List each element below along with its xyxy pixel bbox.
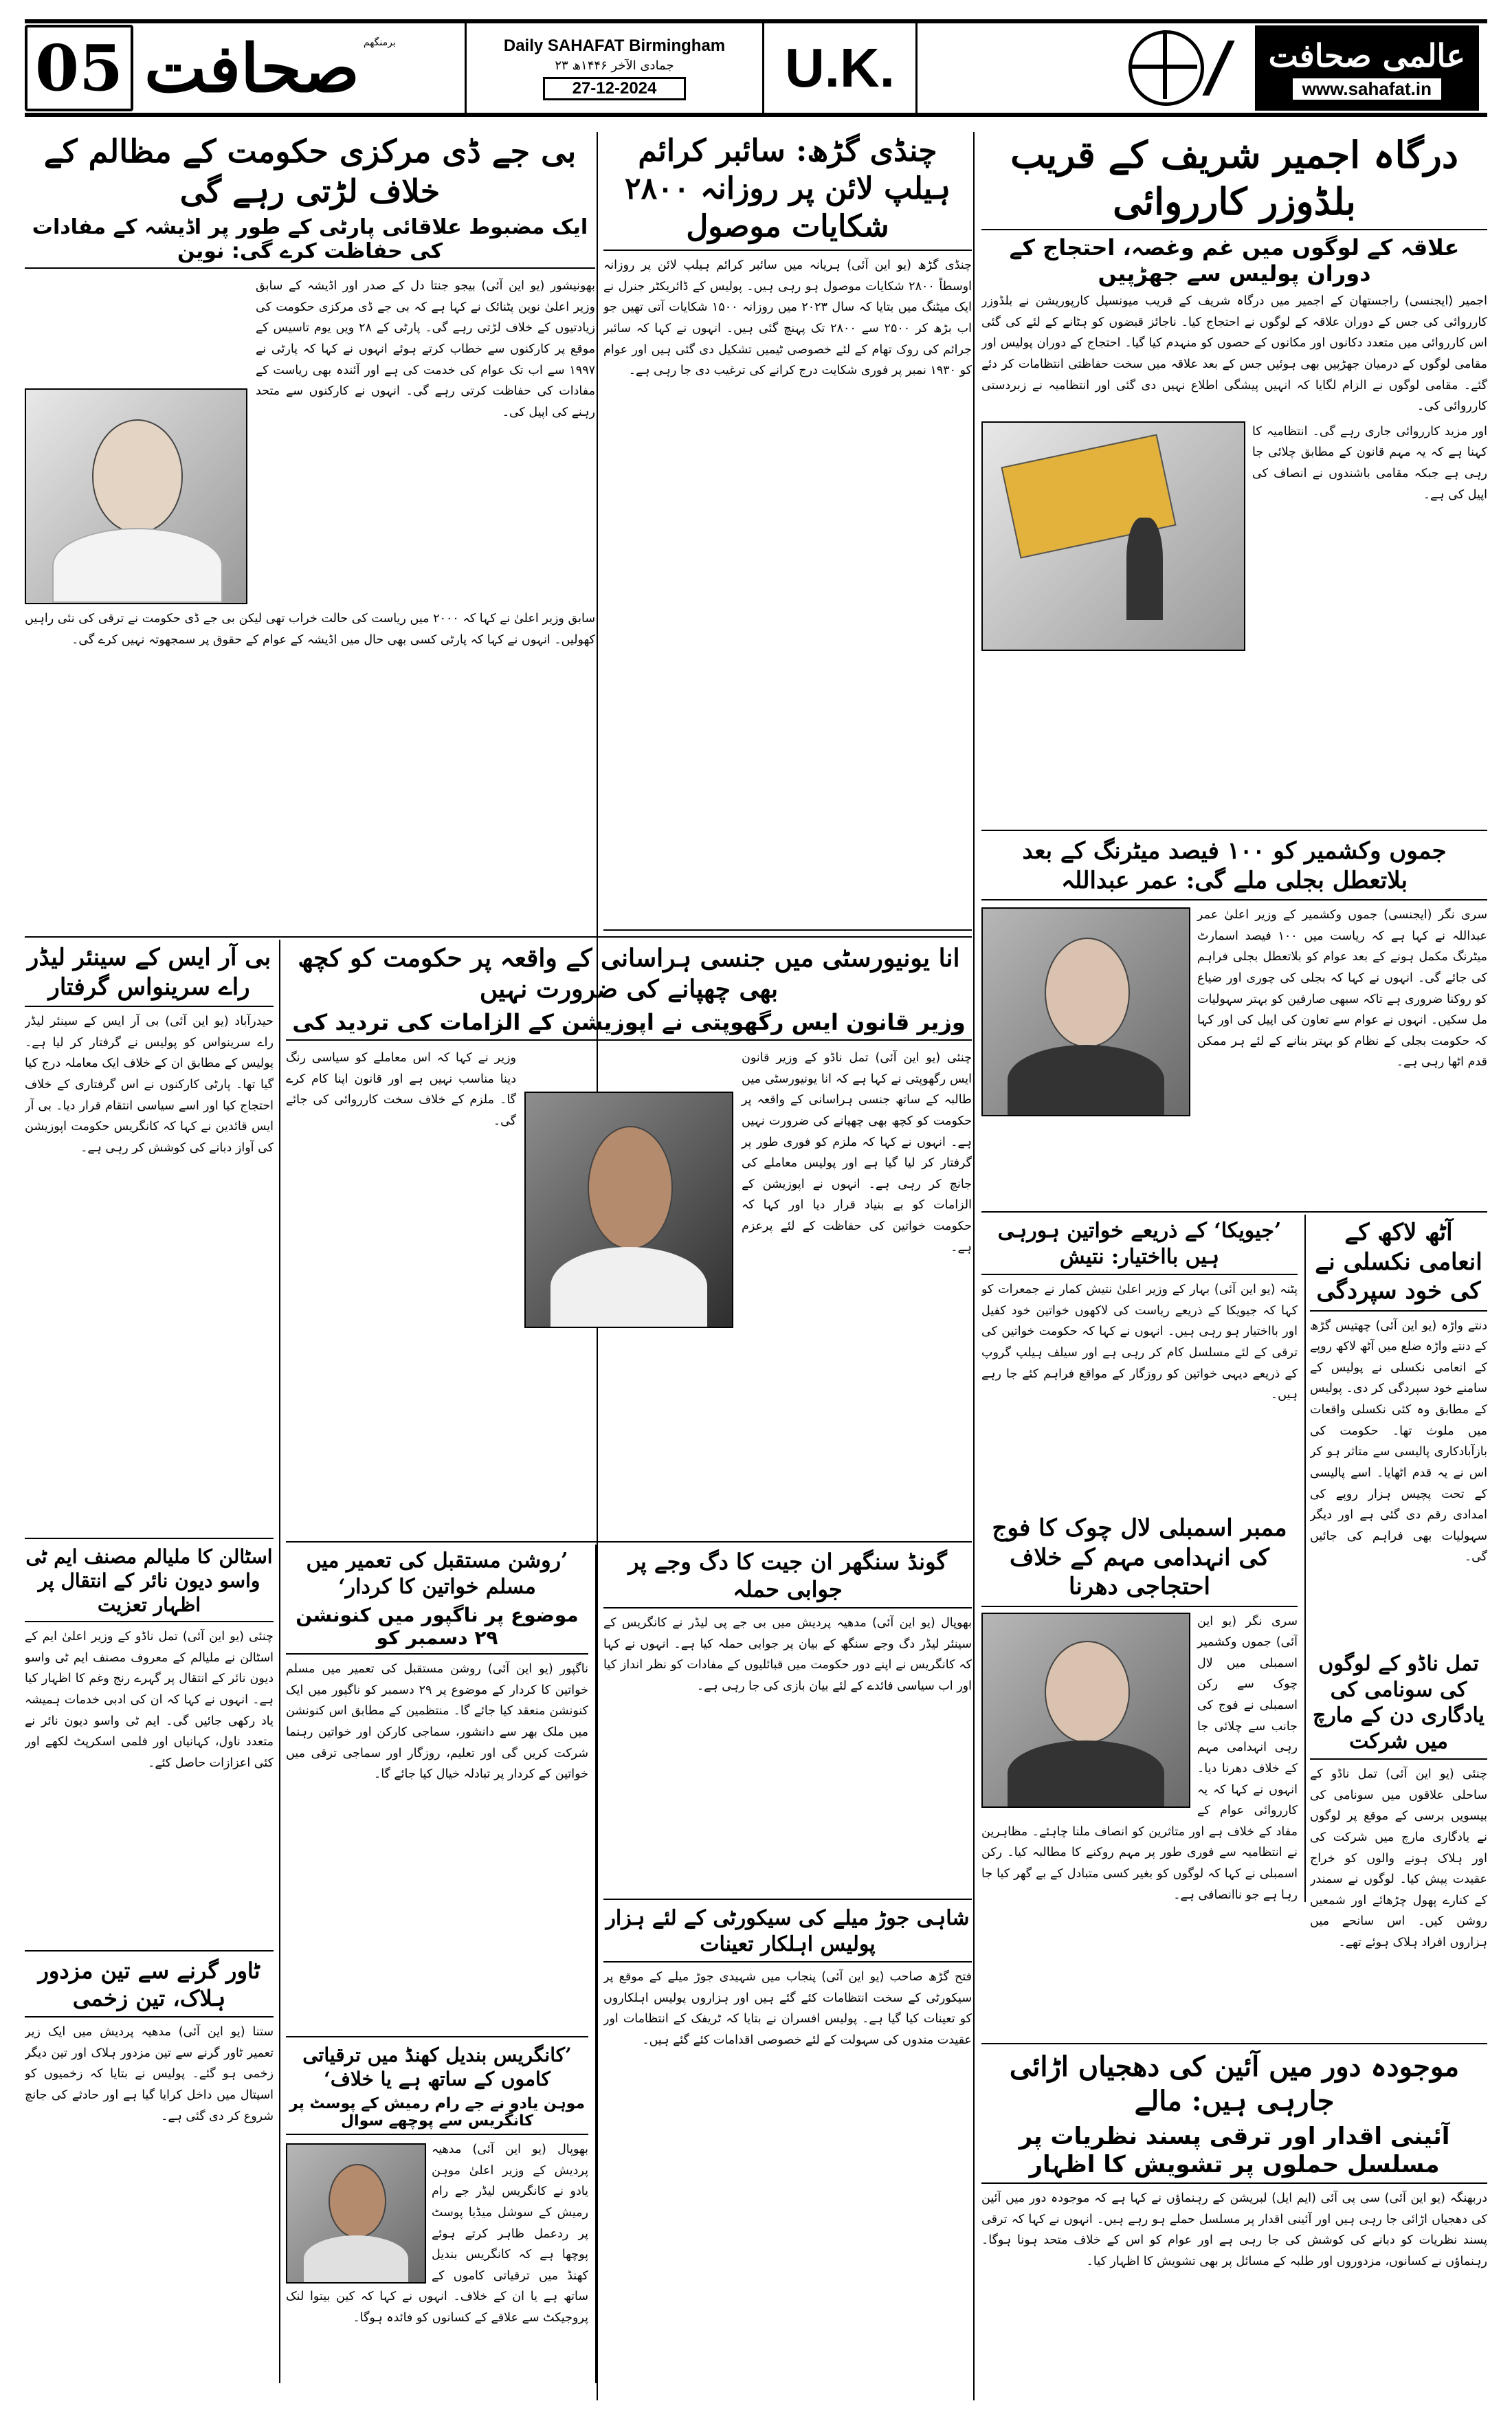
story-bjd xyxy=(25,132,595,929)
story-body: سری نگر (ایجنسی) جموں وکشمیر کے وزیر اعلیٰ عمر عبداللہ نے کہا ہے کہ ریاست میں ۱۰۰ فیصد اسمارٹ میٹرنگ مکمل ہونے کے بعد عوام کو بلاتعطل بجلی فراہم کی جائے گی۔ انہوں نے کہا کہ بجلی کی چوری اور ضیاع کو روکنا ضروری ہے تاکہ سبھی صارفین کو بہتر سہولیات مل سکیں۔ انہوں نے عوام سے تعاون کی اپیل کی اور کہا کہ حکومت بجلی کے نظام کو بہتر بنانے کے لئے ہر ممکن قدم اٹھا رہی ہے۔ xyxy=(1197,908,1487,1070)
story-tower xyxy=(25,1957,274,2390)
headline: ممبر اسمبلی لال چوک کا فوج کی انہدامی مہم کے خلاف احتجاجی دھرنا xyxy=(981,1514,1298,1607)
column-rule xyxy=(973,132,975,2400)
headline: اسٹالن کا ملیالم مصنف ایم ٹی واسو دیون نائر کے انتقال پر اظہار تعزیت xyxy=(25,1545,274,1622)
subheadline: آئینی اقدار اور ترقی پسند نظریات پر مسلسل حملوں پر تشویش کا اظہار xyxy=(981,2123,1487,2184)
story-body: ناگپور (یو این آئی) روشن مستقبل کی تعمیر میں مسلم خواتین کا کردار کے موضوع پر ۲۹ دسمبر کو ناگپور میں ایک کنونشن منعقد کیا جائے گا۔ منتظمین کے مطابق اس کنونشن میں ملک بھر سے دانشور، سماجی کارکن اور خواتین رہنما شرکت کریں گی اور تعلیم، روزگار اور سماجی ترقی میں خواتین کے کردار پر تبادلہ خیال کیا جائے گا۔ xyxy=(286,1662,588,1782)
story-body: حیدرآباد (یو این آئی) بی آر ایس کے سینئر لیڈر راے سرینواس کو پولیس نے گرفتار کر لیا ہے۔ پولیس کے مطابق ان کے خلاف ایک معاملہ درج کیا گیا تھا۔ پارٹی کارکنوں نے اس گرفتاری کے خلاف احتجاج کیا اور اسے سیاسی انتقام قرار دیا۔ بی آر ایس قائدین نے کہا کہ کانگریس حکومت اپوزیشن کی آواز دبانے کی کوشش کر رہی ہے۔ xyxy=(25,1015,274,1155)
masthead xyxy=(25,19,1487,117)
face-shape xyxy=(588,1126,673,1250)
story-divider xyxy=(286,1541,972,1543)
story-divider xyxy=(25,1538,274,1539)
headline: ’جیویکا‘ کے ذریعے خواتین ہورہی ہیں بااختیار: نتیش xyxy=(981,1218,1298,1275)
story-body: بھونیشور (یو این آئی) بیجو جنتا دل کے صدر اور اڈیشہ کے سابق وزیر اعلیٰ نوین پٹنائک نے کہا ہے کہ بی جے ڈی مرکزی حکومت کی زیادتیوں کے خلاف لڑتی رہے گی۔ پارٹی کے ۲۸ ویں یوم تاسیس کے موقع پر کارکنوں سے خطاب کرتے ہوئے انہوں نے کہا کہ پارٹی نے ۱۹۹۷ سے اب تک عوام کی خدمت کی ہے اور آئندہ بھی ریاست کے مفادات کی حفاظت کرتی رہے گی۔ انہوں نے کارکنوں سے متحد رہنے کی اپیل کی۔ xyxy=(256,279,595,419)
body-shape xyxy=(551,1247,707,1327)
face-shape xyxy=(92,419,183,533)
story-constitution xyxy=(981,2050,1487,2394)
story-brs xyxy=(25,943,274,1534)
headline: موجودہ دور میں آئین کی دھجیاں اڑائی جارہی ہیں: مالے xyxy=(1009,2050,1460,2117)
story-congress-bundelkhand xyxy=(286,2043,588,2390)
story-body: چنئی (یو این آئی) تمل ناڈو کے وزیر قانون ایس رگھوپتی نے کہا ہے کہ انا یونیورسٹی میں طالبہ کے ساتھ جنسی ہراسانی کے واقعہ پر حکومت کو کچھ بھی چھپانے کی ضرورت نہیں ہے۔ انہوں نے کہا کہ ملزم کو فوری طور پر گرفتار کر لیا گیا ہے اور پولیس معاملے کی جانچ کر رہی ہے۔ انہوں نے اپوزیشن کے الزامات کو بے بنیاد قرار دیا اور کہا کہ حکومت خواتین کی حفاظت کے لئے پرعزم ہے۔ xyxy=(742,1051,972,1254)
headline: جموں وکشمیر کو ۱۰۰ فیصد میٹرنگ کے بعد بلاتعطل بجلی ملے گی: عمر عبداللہ xyxy=(981,837,1487,900)
headline: بی آر ایس کے سینئر لیڈر راے سرینواس گرفتار xyxy=(25,943,274,1007)
story-body: وزیر نے کہا کہ اس معاملے کو سیاسی رنگ دینا مناسب نہیں ہے اور قانون اپنا کام کرے گا۔ ملزم کے خلاف سخت کارروائی کی جائے گی۔ xyxy=(286,1051,516,1128)
headline: گونڈ سنگھر ان جیت کا دگ وجے پر جوابی حملہ xyxy=(603,1548,972,1608)
column-rule xyxy=(595,1545,597,2383)
alam-sahafat-logo: عالمی صحافت xyxy=(1268,36,1465,74)
column-rule xyxy=(279,940,280,2383)
story-shahi-jor xyxy=(603,1905,972,2387)
headline: چنڈی گڑھ: سائبر کرائم ہیلپ لائن پر روزانہ ۲۸۰۰ شکایات موصول xyxy=(603,132,972,251)
edition-label: U.K. xyxy=(764,23,918,113)
story-divider xyxy=(603,1899,972,1900)
headline: آٹھ لاکھ کے انعامی نکسلی نے کی خود سپردگی xyxy=(1310,1218,1487,1312)
masthead-alam-block xyxy=(918,23,1487,113)
page-number: 05 xyxy=(25,25,133,111)
story-women-convention xyxy=(286,1548,588,2029)
mohan-yadav-photo xyxy=(286,2143,426,2284)
story-body: چنئی (یو این آئی) تمل ناڈو کے ساحلی علاقوں میں سونامی کی بیسویں برسی کے موقع پر لوگوں نے یادگاری مارچ میں شرکت کی اور ہلاک ہونے والوں کو خراج عقیدت پیش کیا۔ لوگوں نے سمندر کے کنارے پھول چڑھائے اور شمعیں روشن کیں۔ اس سانحے میں ہزاروں افراد ہلاک ہوئے تھے۔ xyxy=(1310,1767,1487,1949)
brand-logo: صحافت xyxy=(144,29,359,107)
story-divider xyxy=(603,929,972,931)
story-body: سری نگر (یو این آئی) جموں وکشمیر اسمبلی میں لال چوک سے رکن اسمبلی نے فوج کی جانب سے چلائی جا رہی انہدامی مہم کے خلاف دھرنا دیا۔ انہوں نے کہا کہ یہ کارروائی عوام کے مفاد کے خلاف ہے اور متاثرین کو انصاف ملنا چاہئے۔ مظاہرین نے انتظامیہ سے فوری طور پر مہم روکنے کا مطالبہ کیا۔ رکن اسمبلی نے کہا کہ لوگوں کو بغیر کسی متبادل کے بے گھر کیا جا رہا ہے جو ناانصافی ہے۔ xyxy=(981,1614,1298,1902)
story-body: چنئی (یو این آئی) تمل ناڈو کے وزیر اعلیٰ ایم کے اسٹالن نے ملیالم کے معروف مصنف ایم ٹی واسو دیون نائر کے انتقال پر گہرے رنج وغم کا اظہار کیا ہے۔ انہوں نے کہا کہ ان کی ادبی خدمات ہمیشہ یاد رکھی جائیں گی۔ ایم ٹی واسو دیون نائر نے متعدد ناول، کہانیاں اور فلمی اسکرپٹ لکھے اور کئی اعزازات حاصل کئے۔ xyxy=(25,1630,274,1770)
story-body: چنڈی گڑھ (یو این آئی) ہریانہ میں سائبر کرائم ہیلپ لائن پر روزانہ اوسطاً ۲۸۰۰ شکایات موصول ہو رہی ہیں۔ پولیس کے ڈائریکٹر جنرل نے ایک میٹنگ میں بتایا کہ سال ۲۰۲۳ میں روزانہ ۱۵۰۰ شکایات آتی تھیں جو اب بڑھ کر ۲۵۰۰ سے ۲۸۰۰ تک پہنچ گئی ہیں۔ انہوں نے کہا کہ سائبر جرائم کی روک تھام کے لئے خصوصی ٹیمیں تشکیل دی گئی ہیں اور عوام کو ۱۹۳۰ نمبر پر فوری شکایت درج کرانے کی ترغیب دی جا رہی ہے۔ xyxy=(603,258,972,378)
story-divider xyxy=(981,1211,1487,1213)
body-shape xyxy=(52,528,222,603)
story-body: دنتے واڑہ (یو این آئی) چھتیس گڑھ کے دنتے واڑہ ضلع میں آٹھ لاکھ روپے کے انعامی نکسلی نے پولیس کے سامنے خود سپردگی کر دی۔ پولیس کے مطابق وہ کئی نکسلی واقعات میں ملوث تھا۔ حکومت کی بازآبادکاری پالیسی سے متاثر ہو کر اس نے یہ قدم اٹھایا۔ اسے پالیسی کے تحت پچیس ہزار روپے کی امدادی رقم دی گئی ہے اور دیگر سہولیات بھی فراہم کی جائیں گی۔ xyxy=(1310,1318,1487,1565)
story-anna-university xyxy=(286,943,972,1534)
masthead-date-block xyxy=(467,23,764,113)
face-shape xyxy=(1045,1641,1130,1744)
story-chandigarh xyxy=(603,132,972,922)
column-rule xyxy=(1304,1215,1306,1902)
story-body: اور مزید کارروائی جاری رہے گی۔ انتظامیہ کا کہنا ہے کہ یہ مہم قانون کے مطابق چلائی جا رہی ہے جبکہ مقامی باشندوں نے انصاف کی اپیل کی ہے۔ xyxy=(1252,424,1487,502)
headline: درگاہ اجمیر شریف کے قریب بلڈوزر کارروائی xyxy=(981,132,1487,230)
body-shape xyxy=(1008,1045,1164,1115)
story-divider xyxy=(981,830,1487,831)
story-divider xyxy=(286,2036,588,2037)
subheadline: وزیر قانون ایس رگھوپتی نے اپوزیشن کے الزامات کی تردید کی xyxy=(286,1009,972,1041)
brand-city: برمنگھم xyxy=(363,37,396,48)
story-omar xyxy=(981,837,1487,1208)
hijri-date: ۲۳ جمادی الآخر ۱۴۴۶ھ xyxy=(555,58,674,73)
issue-date: 27-12-2024 xyxy=(543,77,687,100)
body-shape xyxy=(304,2235,408,2282)
story-divider xyxy=(25,936,972,938)
story-ajmer xyxy=(981,132,1487,826)
slash-ornament-icon xyxy=(1202,41,1262,96)
content-grid xyxy=(25,132,1487,2400)
story-body: سابق وزیر اعلیٰ نے کہا کہ ۲۰۰۰ میں ریاست کی حالت خراب تھی لیکن بی جے ڈی حکومت نے ترقی کی نئی راہیں کھولیں۔ انہوں نے کہا کہ پارٹی کسی بھی حال میں اڈیشہ کے عوام کے حقوق پر سمجھوتہ نہیں کرے گی۔ xyxy=(25,612,595,647)
story-body: دربھنگہ (یو این آئی) سی پی آئی (ایم ایل) لبریشن کے رہنماؤں نے کہا ہے کہ موجودہ دور میں آئین کی دھجیاں اڑائی جا رہی ہیں اور آئینی اقدار پر مسلسل حملے ہو رہے ہیں۔ انہوں نے کہا کہ ترقی پسند نظریات کو دبانے کی کوشش کی جا رہی ہے اور عوام کو اس کے خلاف متحد ہونا ہوگا۔ رہنماؤں نے کسانوں، مزدوروں اور طلبہ کے مسائل پر بھی تشویش کا اظہار کیا۔ xyxy=(981,2191,1487,2268)
story-body: بھوپال (یو این آئی) مدھیہ پردیش میں بی جے پی لیڈر نے کانگریس کے سینئر لیڈر دگ وجے سنگھ کے بیان پر جوابی حملہ کیا ہے۔ انہوں نے کہا کہ کانگریس نے اپنے دور حکومت میں قبائلیوں کے مفادات کو نظر انداز کیا اور اب سیاسی فائدے کے لئے بیان بازی کی جا رہی ہے۔ xyxy=(603,1616,972,1693)
subheadline: موضوع پر ناگپور میں کنونشن ۲۹ دسمبر کو xyxy=(286,1604,588,1655)
subheadline: ایک مضبوط علاقائی پارٹی کے طور پر اڈیشہ کے مفادات کی حفاظت کرے گی: نوین xyxy=(25,215,595,269)
story-naxal xyxy=(1310,1218,1487,1644)
headline: تمل ناڈو کے لوگوں کی سونامی کی یادگاری دن کے مارچ میں شرکت xyxy=(1310,1651,1487,1760)
website-link[interactable]: www.sahafat.in xyxy=(1293,78,1441,100)
omar-abdullah-photo xyxy=(981,907,1190,1116)
headline: ’روشن مستقبل کی تعمیر میں مسلم خواتین کا کردار‘ xyxy=(306,1549,568,1599)
face-shape xyxy=(1045,938,1130,1048)
story-mla xyxy=(981,1514,1298,2036)
headline: شاہی جوڑ میلے کی سیکورٹی کے لئے ہزار پولیس اہلکار تعینات xyxy=(603,1905,972,1963)
subheadline: علاقہ کے لوگوں میں غم وغصہ، احتجاج کے دوران پولیس سے جھڑپیں xyxy=(1009,234,1460,287)
alam-sahafat-box xyxy=(1255,25,1479,111)
mla-photo xyxy=(981,1613,1190,1808)
story-body: اجمیر (ایجنسی) راجستھان کے اجمیر میں درگاہ شریف کے قریب میونسپل کارپوریشن نے بلڈوزر کارروائی کی جس کے دوران علاقہ کے لوگوں نے احتجاج کیا۔ ناجائز قبضوں کو ہٹانے کے لئے کی گئی اس کارروائی میں متعدد دکانوں اور مکانوں کے حصوں کو منہدم کیا گیا۔ احتجاج کے دوران پولیس اور مقامی لوگوں کے درمیان جھڑپیں بھی ہوئیں جس کے بعد علاقہ میں سخت حفاظتی انتظامات کر دئے گئے۔ مقامی لوگوں نے الزام لگایا کہ انہیں پیشگی اطلاع نہیں دی گئی اور انتظامیہ نے زبردستی کارروائی کی۔ xyxy=(981,294,1487,414)
story-gond xyxy=(603,1548,972,1892)
story-body: بھوپال (یو این آئی) مدھیہ پردیش کے وزیر اعلیٰ موہن یادو نے کانگریس لیڈر جے رام رمیش کے سوشل میڈیا پوسٹ پر ردعمل ظاہر کرتے ہوئے پوچھا ہے کہ کانگریس بندیل کھنڈ میں ترقیاتی کاموں کے ساتھ ہے یا ان کے خلاف۔ انہوں نے کہا کہ کین بیتوا لنک پروجیکٹ سے علاقے کے کسانوں کو فائدہ ہوگا۔ xyxy=(286,2143,588,2325)
person-shape xyxy=(1126,518,1163,620)
body-shape xyxy=(1008,1740,1164,1806)
naveen-patnaik-photo xyxy=(25,388,247,604)
story-divider xyxy=(25,1950,274,1952)
raghupathy-photo xyxy=(524,1092,733,1328)
headline: ٹاور گرنے سے تین مزدور ہلاک، تین زخمی xyxy=(25,1957,274,2017)
globe-icon xyxy=(1129,30,1204,106)
story-divider xyxy=(981,2043,1487,2044)
face-shape xyxy=(329,2164,386,2238)
story-body: پٹنہ (یو این آئی) بہار کے وزیر اعلیٰ نتیش کمار نے جمعرات کو کہا کہ جیویکا کے ذریعے ریاست کی لاکھوں خواتین خود کفیل اور بااختیار ہو رہی ہیں۔ انہوں نے کہا کہ حکومت خواتین کی ترقی کے لئے مسلسل کام کر رہی ہے اور سیلف ہیلپ گروپ کے ذریعے دیہی خواتین کو روزگار کے مواقع فراہم کئے جا رہے ہیں۔ xyxy=(981,1283,1298,1402)
headline: ’کانگریس بندیل کھنڈ میں ترقیاتی کاموں کے ساتھ ہے یا خلاف‘ xyxy=(302,2044,572,2090)
mini-brand: Daily SAHAFAT Birmingham xyxy=(503,36,726,55)
subheadline: موہن یادو نے جے رام رمیش کے پوسٹ پر کانگریس سے پوچھے سوال xyxy=(286,2095,588,2135)
headline: بی جے ڈی مرکزی حکومت کے مظالم کے خلاف لڑتی رہے گی xyxy=(43,133,577,210)
story-body: ستنا (یو این آئی) مدھیہ پردیش میں ایک زیر تعمیر ٹاور گرنے سے تین مزدور ہلاک اور تین دیگر زخمی ہو گئے۔ پولیس نے بتایا کہ زخمیوں کو اسپتال میں داخل کرایا گیا ہے اور حادثے کی جانچ شروع کر دی گئی ہے۔ xyxy=(25,2025,274,2123)
bulldozer-photo xyxy=(981,421,1245,651)
story-body: فتح گڑھ صاحب (یو این آئی) پنجاب میں شہیدی جوڑ میلے کے موقع پر سیکورٹی کے سخت انتظامات کئے گئے ہیں اور ہزاروں پولیس اہلکاروں کو تعینات کیا گیا ہے۔ پولیس افسران نے بتایا کہ ٹریفک کے انتظامات اور عقیدت مندوں کی سہولت کے لئے خصوصی اقدامات کئے گئے ہیں۔ xyxy=(603,1970,972,2047)
story-stalin xyxy=(25,1545,274,1943)
story-tsunami xyxy=(1310,1651,1487,2036)
story-jeevika xyxy=(981,1218,1298,1507)
masthead-brand-block xyxy=(25,23,467,113)
headline: انا یونیورسٹی میں جنسی ہراسانی کے واقعہ پر حکومت کو کچھ بھی چھپانے کی ضرورت نہیں xyxy=(298,944,960,1004)
